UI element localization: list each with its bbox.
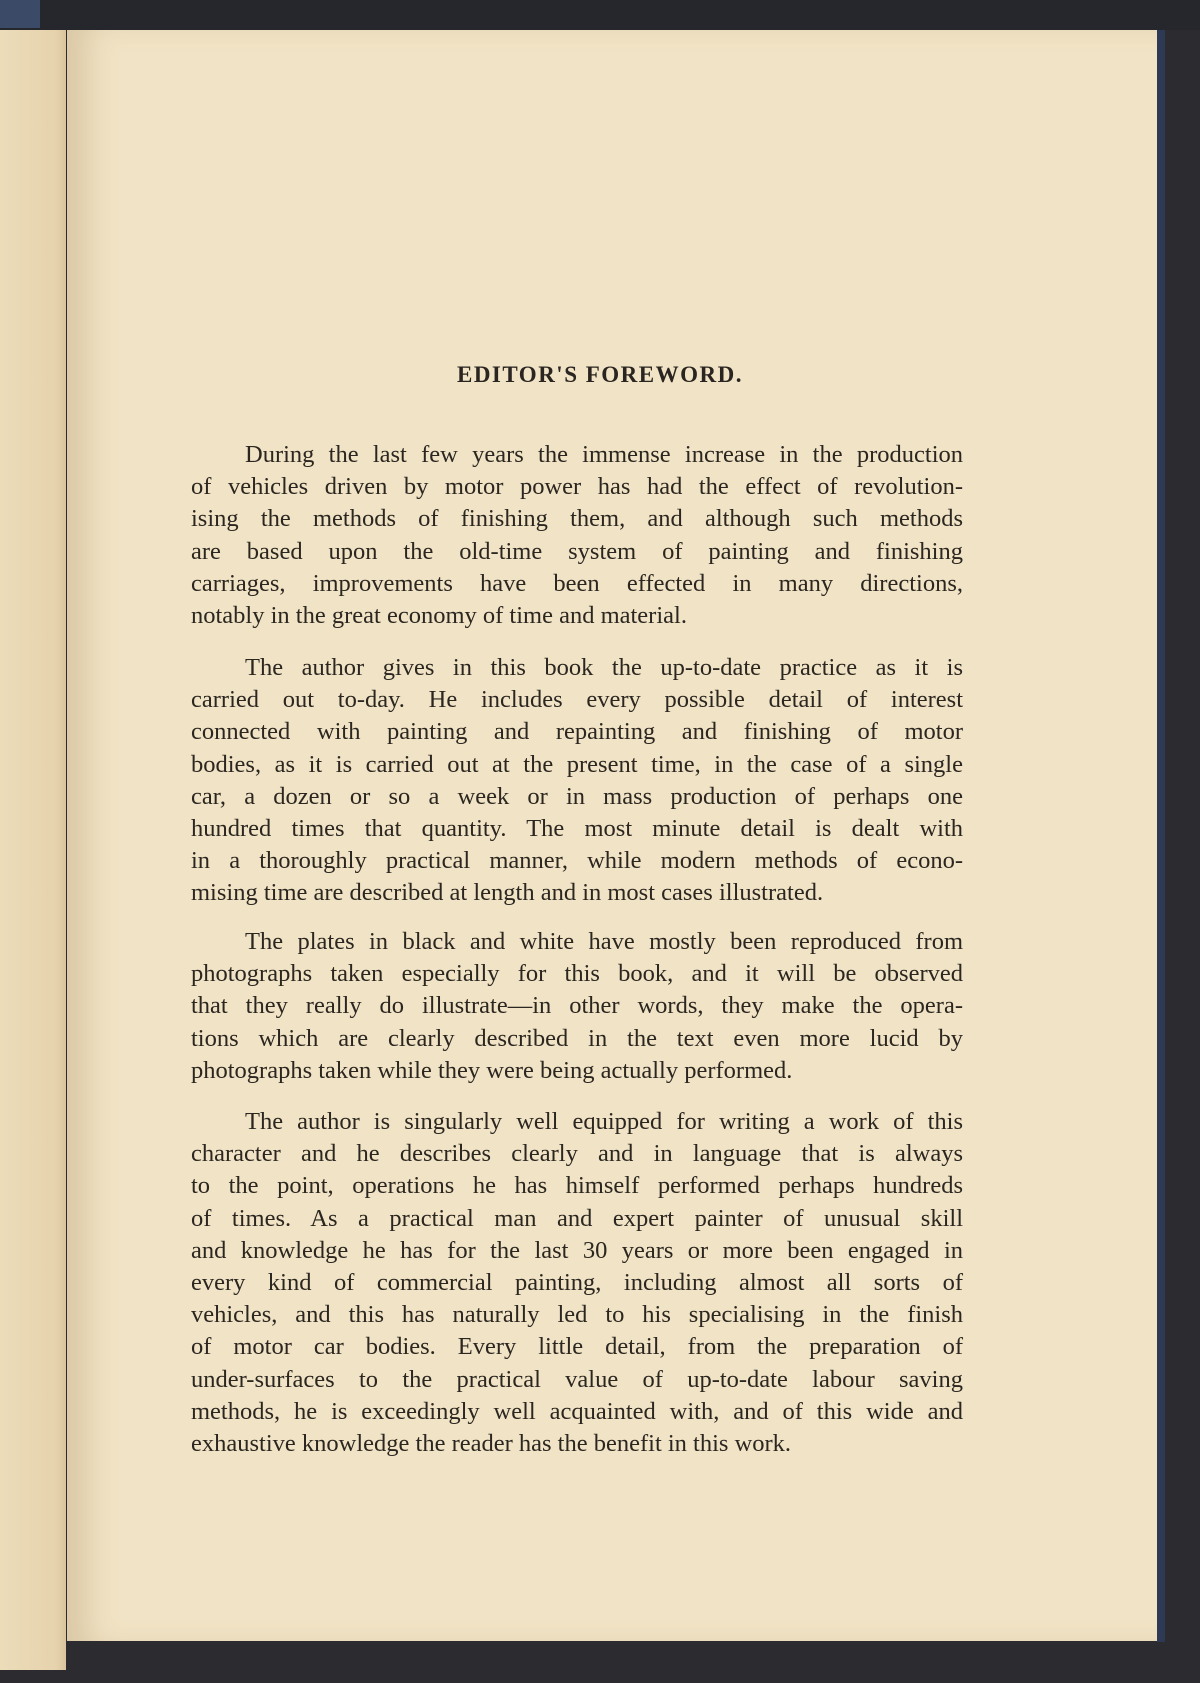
paragraph-4-line: exhaustive knowledge the reader has the benefit in this work. xyxy=(191,1430,792,1457)
paragraph-2-line: connected with painting and repainting and finishing of motor xyxy=(191,718,963,746)
paragraph-4-line: and knowledge he has for the last 30 years or more been engaged in xyxy=(191,1236,963,1264)
paragraph-3-line: The plates in black and white have mostly been reproduced from xyxy=(245,928,963,955)
paragraph-3-line: photographs taken while they were being actually performed. xyxy=(191,1056,793,1084)
paragraph-4-line: The author is singularly well equipped for writing a work of this xyxy=(245,1108,963,1135)
paragraph-4-line: character and he describes clearly and in language that is always xyxy=(191,1140,963,1168)
paragraph-4-line: every kind of commercial painting, including almost all sorts of xyxy=(191,1269,963,1296)
paragraph-1-line: ising the methods of finishing them, and although such methods xyxy=(191,505,963,533)
paragraph-2-line: hundred times that quantity. The most minute detail is dealt with xyxy=(191,815,963,842)
paragraph-1-line: notably in the great economy of time and material. xyxy=(191,602,687,629)
paragraph-4-line: of times. As a practical man and expert painter of unusual skill xyxy=(191,1204,963,1232)
book-cover-edge xyxy=(1157,30,1165,1642)
paragraph-4-line: methods, he is exceedingly well acquainted with, and of this wide and xyxy=(191,1397,963,1425)
paragraph-2-line: car, a dozen or so a week or in mass production of perhaps one xyxy=(191,782,963,810)
paragraph-3-line: that they really do illustrate—in other words, they make the opera- xyxy=(191,992,963,1020)
paragraph-3-line: photographs taken especially for this book, and it will be observed xyxy=(191,960,963,988)
paragraph-1-line: are based upon the old-time system of painting and finishing xyxy=(191,537,963,565)
facing-page-edge xyxy=(0,30,66,1670)
paragraph-1-line: of vehicles driven by motor power has had the effect of revolution- xyxy=(191,473,963,501)
paragraph-4-line: to the point, operations he has himself performed perhaps hundreds xyxy=(191,1172,963,1200)
paragraph-1-line: During the last few years the immense increase in the production xyxy=(245,441,963,468)
paragraph-2-line: bodies, as it is carried out at the present time, in the case of a single xyxy=(191,750,963,778)
paragraph-2-line: The author gives in this book the up-to-date practice as it is xyxy=(245,654,963,681)
paragraph-2-line: carried out to-day. He includes every possible detail of interest xyxy=(191,686,963,714)
book-cover-cloth xyxy=(0,0,40,28)
paragraph-3-line: tions which are clearly described in the text even more lucid by xyxy=(191,1024,963,1052)
paragraph-1-line: carriages, improvements have been effected in many directions, xyxy=(191,569,963,597)
paragraph-4-line: vehicles, and this has naturally led to his specialising in the finish xyxy=(191,1301,963,1329)
page-title: EDITOR'S FOREWORD. xyxy=(456,362,743,387)
paragraph-2-line: in a thoroughly practical manner, while modern methods of econo- xyxy=(191,847,963,875)
paragraph-4-line: under-surfaces to the practical value of up-to-date labour saving xyxy=(191,1365,963,1393)
book-cover-top xyxy=(0,0,1200,30)
paragraph-2-line: mising time are described at length and in most cases illustrated. xyxy=(191,879,824,907)
paragraph-4-line: of motor car bodies. Every little detail, from the preparation of xyxy=(191,1333,963,1361)
